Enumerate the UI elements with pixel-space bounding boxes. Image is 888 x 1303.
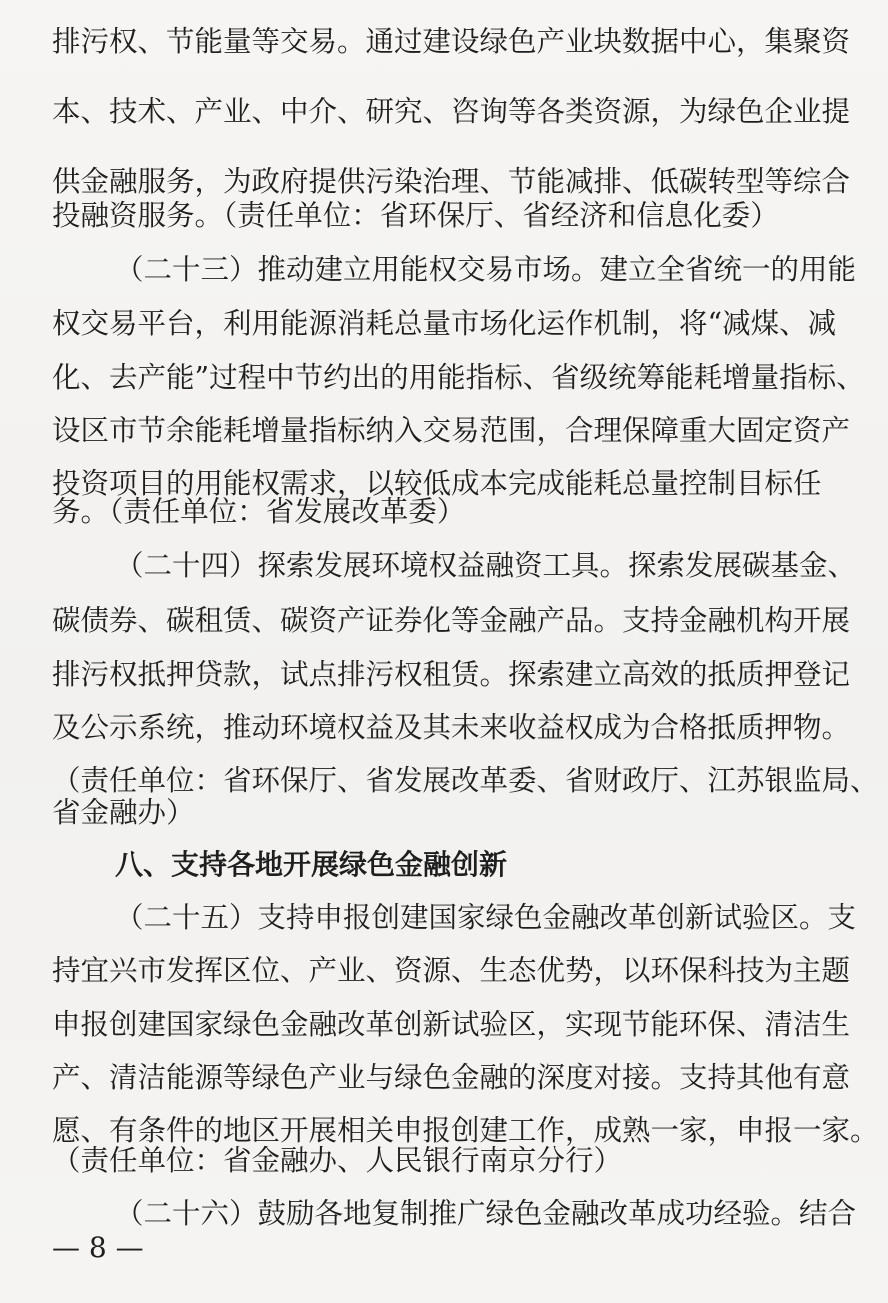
text-line-6: 权交易平台，利用能源消耗总量市场化运作机制，将“减煤、减: [52, 307, 837, 340]
text-line-3: 供金融服务，为政府提供污染治理、节能减排、低碳转型等综合: [52, 165, 851, 198]
text-line-7: 化、去产能”过程中节约出的用能指标、省级统筹能耗增量指标、: [52, 361, 865, 394]
text-line-22: 愿、有条件的地区开展相关申报创建工作，成熟一家，申报一家。: [52, 1114, 879, 1147]
paragraph-25-start: （二十五）支持申报创建国家绿色金融改革创新试验区。支: [115, 901, 857, 934]
text-line-21: 产、清洁能源等绿色产业与绿色金融的深度对接。支持其他有意: [52, 1061, 851, 1094]
text-line-23: （责任单位：省金融办、人民银行南京分行）: [52, 1144, 623, 1177]
text-line-10: 务。（责任单位：省发展改革委）: [52, 495, 466, 528]
paragraph-23-start: （二十三）推动建立用能权交易市场。建立全省统一的用能: [115, 253, 857, 286]
text-line-16: 省金融办）: [52, 796, 195, 829]
paragraph-26-start: （二十六）鼓励各地复制推广绿色金融改革成功经验。结合: [115, 1197, 857, 1230]
text-line-13: 排污权抵押贷款，试点排污权租赁。探索建立高效的抵质押登记: [52, 658, 851, 691]
paragraph-24-start: （二十四）探索发展环境权益融资工具。探索发展碳基金、: [115, 549, 857, 582]
text-line-12: 碳债券、碳租赁、碳资产证券化等金融产品。支持金融机构开展: [52, 604, 851, 637]
text-line-9: 投资项目的用能权需求，以较低成本完成能耗总量控制目标任: [52, 467, 822, 500]
text-line-19: 持宜兴市发挥区位、产业、资源、生态优势，以环保科技为主题: [52, 954, 851, 987]
section-heading-8: 八、支持各地开展绿色金融创新: [115, 848, 508, 881]
text-line-4: 投融资服务。（责任单位：省环保厅、省经济和信息化委）: [52, 199, 779, 232]
text-line-2: 本、技术、产业、中介、研究、咨询等各类资源，为绿色企业提: [52, 95, 851, 128]
text-line-15: （责任单位：省环保厅、省发展改革委、省财政厅、江苏银监局、: [52, 764, 879, 797]
text-line-14: 及公示系统，推动环境权益及其未来收益权成为合格抵质押物。: [52, 711, 851, 744]
text-line-8: 设区市节余能耗增量指标纳入交易范围，合理保障重大固定资产: [52, 414, 851, 447]
text-line-1: 排污权、节能量等交易。通过建设绿色产业块数据中心，集聚资: [52, 25, 851, 58]
page-number: — 8 —: [52, 1231, 144, 1264]
text-line-20: 申报创建国家绿色金融改革创新试验区，实现节能环保、清洁生: [52, 1008, 851, 1041]
